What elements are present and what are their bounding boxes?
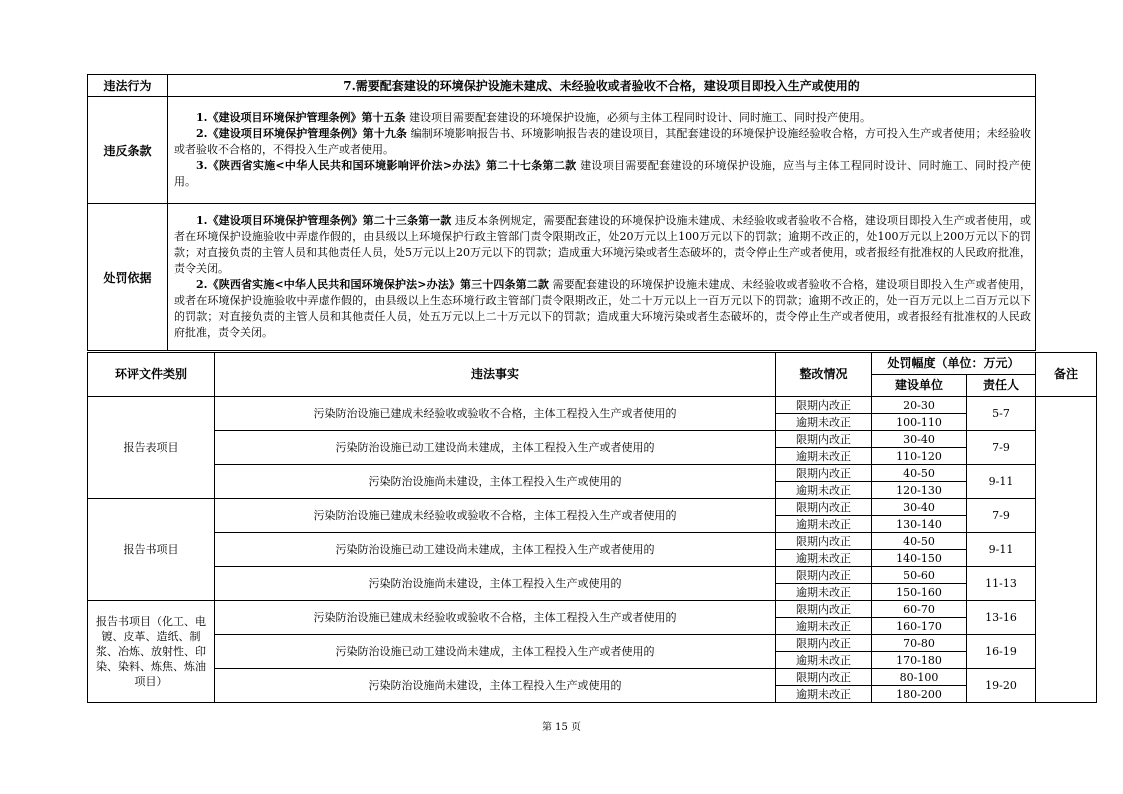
fact-cell: 污染防治设施尚未建设，主体工程投入生产或使用的 xyxy=(215,669,776,703)
fact-cell: 污染防治设施已动工建设尚未建成，主体工程投入生产或者使用的 xyxy=(215,635,776,669)
status-cell: 逾期未改正 xyxy=(776,414,872,431)
category-cell: 报告书项目（化工、电镀、皮革、造纸、制浆、冶炼、放射性、印染、染料、炼焦、炼油项目） xyxy=(88,601,215,703)
unit-range-cell: 40-50 xyxy=(872,533,967,550)
fact-cell: 污染防治设施已建成未经验收或验收不合格，主体工程投入生产或者使用的 xyxy=(215,601,776,635)
header-unit: 建设单位 xyxy=(872,375,967,397)
unit-range-cell: 180-200 xyxy=(872,686,967,703)
status-cell: 逾期未改正 xyxy=(776,448,872,465)
basis-clauses xyxy=(168,204,1036,351)
unit-range-cell: 30-40 xyxy=(872,499,967,516)
unit-range-cell: 160-170 xyxy=(872,618,967,635)
status-cell: 限期内改正 xyxy=(776,601,872,618)
unit-range-cell: 110-120 xyxy=(872,448,967,465)
unit-range-cell: 70-80 xyxy=(872,635,967,652)
violated-clause: 2.《建设项目环境保护管理条例》第十九条 编制环境影响报告书、环境影响报告表的建设项目，其配套建设的环境保护设施经验收合格，方可投入生产或者使用；未经验收或者验收不合格的，不得投入生产或者使用。 xyxy=(174,127,1031,156)
basis-clause: 1.《建设项目环境保护管理条例》第二十三条第一款 违反本条例规定，需要配套建设的环境保护设施未建成、未经验收或者验收不合格，建设项目即投入生产或者使用，或者在环境保护设施验收中弄虚作假的，由县级以上环境保护行政主管部门责令限期改正，处20万元以上100万元以下的罚款；逾期不改正的，处100万元以上200万元以下的罚款；对直接负责的主管人员和其他责任人员，处5万元以上20万元以下的罚款；造成重大环境污染或者生态破坏的，责令停止生产或者使用，或者报经有批准权的人民政府批准，责令关闭。 xyxy=(174,214,1031,275)
table-row xyxy=(88,669,1097,686)
unit-range-cell: 30-40 xyxy=(872,431,967,448)
status-cell: 限期内改正 xyxy=(776,567,872,584)
unit-range-cell: 140-150 xyxy=(872,550,967,567)
unit-range-cell: 150-160 xyxy=(872,584,967,601)
status-cell: 逾期未改正 xyxy=(776,652,872,669)
status-cell: 限期内改正 xyxy=(776,499,872,516)
fact-cell: 污染防治设施尚未建设，主体工程投入生产或使用的 xyxy=(215,567,776,601)
basis-clause: 2.《陕西省实施<中华人民共和国环境保护法>办法》第三十四条第二款 需要配套建设的环境保护设施未建成、未经验收或者验收不合格，建设项目即投入生产或者使用，或者在环境保护设施验收中弄虚作假的，由县级以上生态环境行政主管部门责令限期改正，处二十万元以上一百万元以下的罚款；逾期不改正的，处一百万元以上二百万元以下的罚款；对直接负责的主管人员和其他责任人员，处五万元以上二十万元以下的罚款；造成重大环境污染或者生态破坏的，责令停止生产或者使用，或者报经有批准权的人民政府批准，责令关闭。 xyxy=(174,278,1032,339)
fact-cell: 污染防治设施尚未建设，主体工程投入生产或使用的 xyxy=(215,465,776,499)
header-person: 责任人 xyxy=(967,375,1036,397)
fact-cell: 污染防治设施已建成未经验收或验收不合格，主体工程投入生产或者使用的 xyxy=(215,499,776,533)
status-cell: 逾期未改正 xyxy=(776,482,872,499)
unit-range-cell: 20-30 xyxy=(872,397,967,414)
fact-cell: 污染防治设施已动工建设尚未建成，主体工程投入生产或者使用的 xyxy=(215,533,776,567)
unit-range-cell: 130-140 xyxy=(872,516,967,533)
table-row xyxy=(88,533,1097,550)
behavior-label: 违法行为 xyxy=(88,75,168,97)
unit-range-cell: 100-110 xyxy=(872,414,967,431)
person-range-cell: 9-11 xyxy=(967,465,1036,499)
header-range-group: 处罚幅度（单位：万元） xyxy=(872,353,1036,375)
header-category: 环评文件类别 xyxy=(88,353,215,397)
provisions-table xyxy=(87,74,1036,351)
unit-range-cell: 40-50 xyxy=(872,465,967,482)
table-row xyxy=(88,499,1097,516)
status-cell: 限期内改正 xyxy=(776,431,872,448)
header-status: 整改情况 xyxy=(776,353,872,397)
fact-cell: 污染防治设施已动工建设尚未建成，主体工程投入生产或者使用的 xyxy=(215,431,776,465)
unit-range-cell: 60-70 xyxy=(872,601,967,618)
table-row xyxy=(88,465,1097,482)
person-range-cell: 19-20 xyxy=(967,669,1036,703)
person-range-cell: 9-11 xyxy=(967,533,1036,567)
status-cell: 逾期未改正 xyxy=(776,618,872,635)
unit-range-cell: 120-130 xyxy=(872,482,967,499)
page-number: 第 15 页 xyxy=(541,722,582,733)
header-fact: 违法事实 xyxy=(215,353,776,397)
category-cell: 报告表项目 xyxy=(88,397,215,499)
status-cell: 限期内改正 xyxy=(776,397,872,414)
fact-cell: 污染防治设施已建成未经验收或验收不合格，主体工程投入生产或者使用的 xyxy=(215,397,776,431)
status-cell: 限期内改正 xyxy=(776,635,872,652)
status-cell: 逾期未改正 xyxy=(776,516,872,533)
unit-range-cell: 170-180 xyxy=(872,652,967,669)
person-range-cell: 7-9 xyxy=(967,499,1036,533)
unit-range-cell: 50-60 xyxy=(872,567,967,584)
table-row xyxy=(88,431,1097,448)
unit-range-cell: 80-100 xyxy=(872,669,967,686)
header-note: 备注 xyxy=(1036,353,1097,397)
person-range-cell: 13-16 xyxy=(967,601,1036,635)
table-row xyxy=(88,635,1097,652)
person-range-cell: 7-9 xyxy=(967,431,1036,465)
status-cell: 逾期未改正 xyxy=(776,584,872,601)
status-cell: 限期内改正 xyxy=(776,669,872,686)
person-range-cell: 5-7 xyxy=(967,397,1036,431)
violated-clause: 1.《建设项目环境保护管理条例》第十五条 建设项目需要配套建设的环境保护设施，必须与主体工程同时设计、同时施工、同时投产使用。 xyxy=(196,111,871,124)
note-cell xyxy=(1036,397,1097,703)
table-row xyxy=(88,601,1097,618)
status-cell: 限期内改正 xyxy=(776,465,872,482)
violated-clauses xyxy=(168,97,1036,204)
penalty-table xyxy=(87,352,1097,703)
violated-clause: 3.《陕西省实施<中华人民共和国环境影响评价法>办法》第二十七条第二款 建设项目需要配套建设的环境保护设施，应当与主体工程同时设计、同时施工、同时投产使用。 xyxy=(174,159,1031,188)
table-row xyxy=(88,397,1097,414)
person-range-cell: 16-19 xyxy=(967,635,1036,669)
status-cell: 逾期未改正 xyxy=(776,686,872,703)
status-cell: 限期内改正 xyxy=(776,533,872,550)
violated-label: 违反条款 xyxy=(88,97,168,204)
status-cell: 逾期未改正 xyxy=(776,550,872,567)
category-cell: 报告书项目 xyxy=(88,499,215,601)
table-row xyxy=(88,567,1097,584)
person-range-cell: 11-13 xyxy=(967,567,1036,601)
basis-label: 处罚依据 xyxy=(88,204,168,351)
behavior-title: 7.需要配套建设的环境保护设施未建成、未经验收或者验收不合格，建设项目即投入生产或使用的 xyxy=(168,75,1036,97)
